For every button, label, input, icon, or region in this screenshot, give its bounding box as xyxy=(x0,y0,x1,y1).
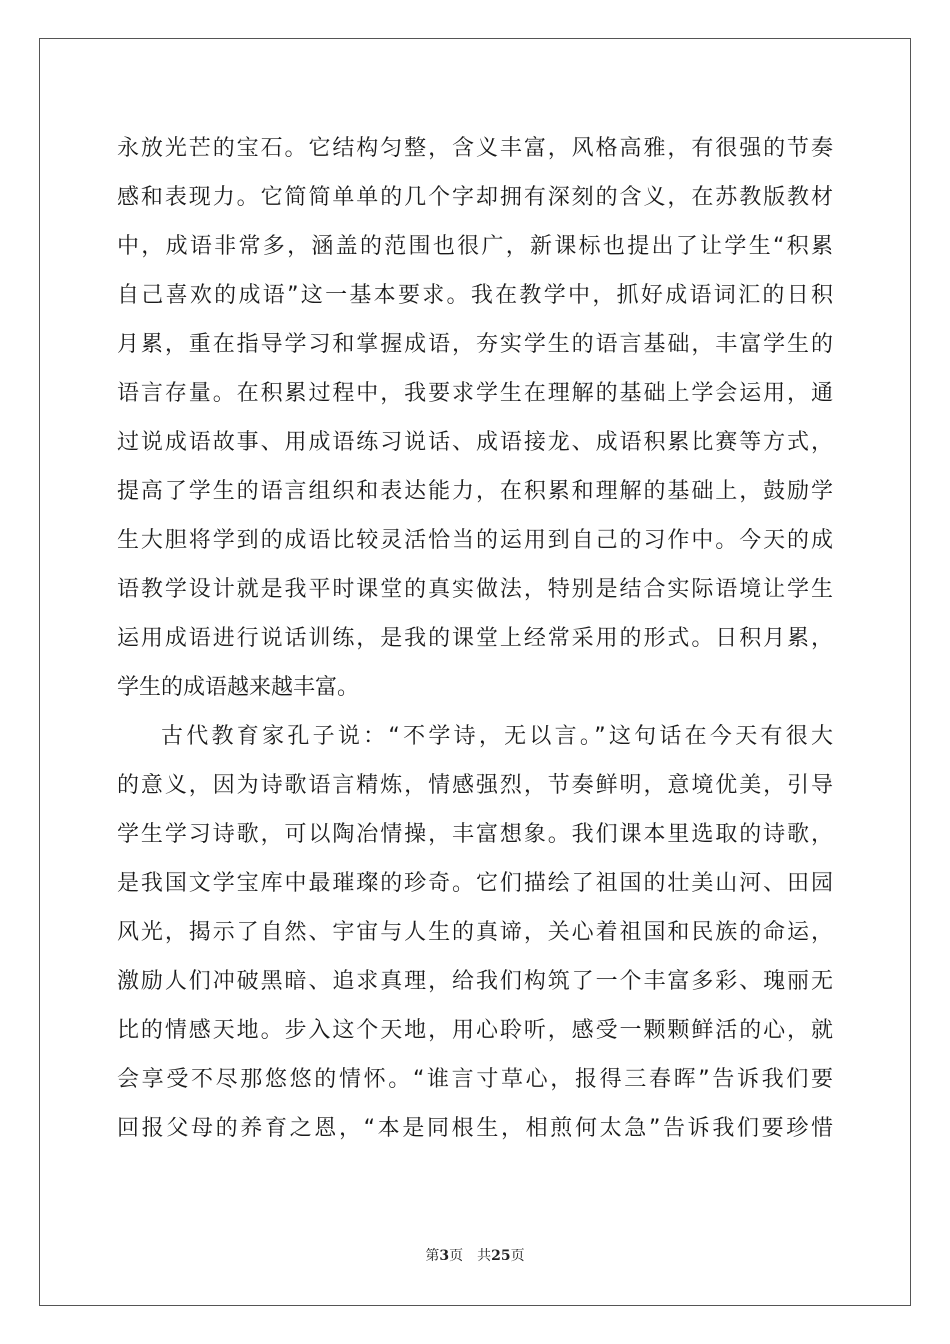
text-line: 会享受不尽那悠悠的情怀。“谁言寸草心，报得三春晖”告诉我们要 xyxy=(117,1067,833,1092)
text-line: 运用成语进行说话训练，是我的课堂上经常采用的形式。日积月累， xyxy=(117,626,833,651)
total-pages: 25 xyxy=(491,1248,511,1264)
total-label-prefix: 共 xyxy=(477,1248,492,1264)
page-footer xyxy=(0,1245,950,1265)
text-line: 自己喜欢的成语”这一基本要求。我在教学中，抓好成语词汇的日积 xyxy=(117,283,833,308)
text-line: 回报父母的养育之恩，“本是同根生，相煎何太急”告诉我们要珍惜 xyxy=(117,1116,833,1141)
paragraph-1 xyxy=(117,124,833,712)
text-line: 激励人们冲破黑暗、追求真理，给我们构筑了一个丰富多彩、瑰丽无 xyxy=(117,969,833,994)
text-line: 中，成语非常多，涵盖的范围也很广，新课标也提出了让学生“积累 xyxy=(117,234,833,259)
page-label-suffix: 页 xyxy=(449,1248,464,1264)
text-line: 提高了学生的语言组织和表达能力，在积累和理解的基础上，鼓励学 xyxy=(117,479,833,504)
text-line: 永放光芒的宝石。它结构匀整，含义丰富，风格高雅，有很强的节奏 xyxy=(117,136,833,161)
text-line: 的意义，因为诗歌语言精炼，情感强烈，节奏鲜明，意境优美，引导 xyxy=(117,773,833,798)
text-line: 比的情感天地。步入这个天地，用心聆听，感受一颗颗鲜活的心，就 xyxy=(117,1018,833,1043)
text-line: 是我国文学宝库中最璀璨的珍奇。它们描绘了祖国的壮美山河、田园 xyxy=(117,871,833,896)
text-line: 语教学设计就是我平时课堂的真实做法，特别是结合实际语境让学生 xyxy=(117,577,833,602)
total-label-suffix: 页 xyxy=(510,1248,525,1264)
page-number: 3 xyxy=(439,1248,450,1264)
text-line: 学生学习诗歌，可以陶冶情操，丰富想象。我们课本里选取的诗歌， xyxy=(117,822,833,847)
paragraph-2 xyxy=(117,712,833,1153)
text-line: 生大胆将学到的成语比较灵活恰当的运用到自己的习作中。今天的成 xyxy=(117,528,833,553)
text-line: 月累，重在指导学习和掌握成语，夯实学生的语言基础，丰富学生的 xyxy=(117,332,833,357)
document-body xyxy=(117,124,833,1153)
page-label-prefix: 第 xyxy=(425,1248,440,1264)
text-line: 风光，揭示了自然、宇宙与人生的真谛，关心着祖国和民族的命运， xyxy=(117,920,833,945)
text-line: 语言存量。在积累过程中，我要求学生在理解的基础上学会运用，通 xyxy=(117,381,833,406)
text-line: 感和表现力。它简简单单的几个字却拥有深刻的含义，在苏教版教材 xyxy=(117,185,833,210)
text-line: 古代教育家孔子说：“不学诗，无以言。”这句话在今天有很大 xyxy=(161,724,834,749)
text-line: 过说成语故事、用成语练习说话、成语接龙、成语积累比赛等方式， xyxy=(117,430,833,455)
text-line: 学生的成语越来越丰富。 xyxy=(117,675,360,700)
